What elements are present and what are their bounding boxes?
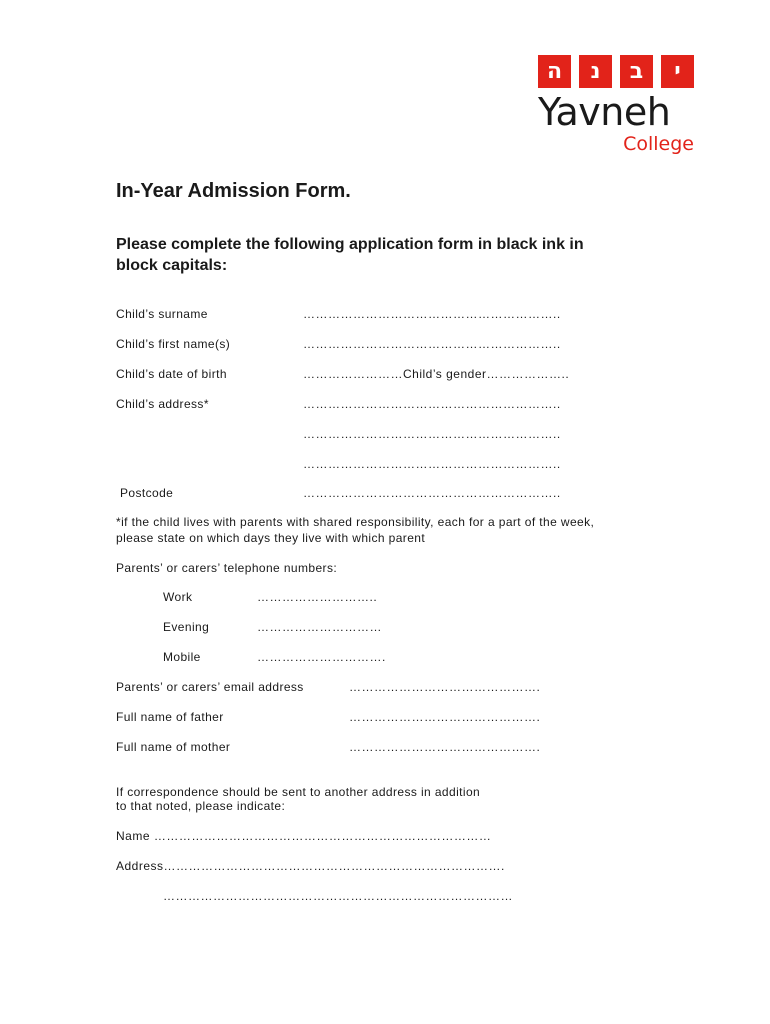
child-first-name-field[interactable]: …………………………………………………….. <box>303 337 561 351</box>
child-first-name-label: Child’s first name(s) <box>116 337 231 351</box>
correspondence-address-field-1[interactable]: Address………………………………………………………………………. <box>116 859 505 873</box>
correspondence-name-field[interactable]: Name ……………………………………………………………………… <box>116 829 492 843</box>
work-phone-label: Work <box>163 590 193 604</box>
postcode-field[interactable]: …………………………………………………….. <box>303 486 561 500</box>
phone-numbers-heading: Parents’ or carers’ telephone numbers: <box>116 561 338 575</box>
father-name-label: Full name of father <box>116 710 224 724</box>
correspondence-intro-2: to that noted, please indicate: <box>116 799 286 813</box>
correspondence-address-field-2[interactable]: ………………………………………………………………………… <box>163 889 513 903</box>
mobile-phone-field[interactable]: …………………………. <box>257 650 386 664</box>
logo-letter-box: נ <box>579 55 612 88</box>
logo-wordmark: Yavneh <box>538 90 671 134</box>
child-dob-label: Child’s date of birth <box>116 367 227 381</box>
shared-responsibility-note-2: please state on which days they live with which parent <box>116 531 426 545</box>
shared-responsibility-note-1: *if the child lives with parents with shared responsibility, each for a part of the week, <box>116 515 595 529</box>
child-surname-field[interactable]: …………………………………………………….. <box>303 307 561 321</box>
mother-name-label: Full name of mother <box>116 740 231 754</box>
form-title: In-Year Admission Form. <box>116 180 351 202</box>
hebrew-letter-boxes <box>538 55 694 88</box>
father-name-field[interactable]: ………………………………………. <box>349 710 541 724</box>
logo-letter-box: ה <box>538 55 571 88</box>
correspondence-intro-1: If correspondence should be sent to another address in addition <box>116 785 481 799</box>
evening-phone-label: Evening <box>163 620 210 634</box>
child-dob-gender-field[interactable]: ……………………Child’s gender……………….. <box>303 367 570 381</box>
logo-letter-box: י <box>661 55 694 88</box>
logo-letter-box: ב <box>620 55 653 88</box>
child-address-label: Child’s address* <box>116 397 209 411</box>
email-field[interactable]: ………………………………………. <box>349 680 541 694</box>
logo-subtitle: College <box>623 133 694 155</box>
child-address-field-1[interactable]: …………………………………………………….. <box>303 397 561 411</box>
child-surname-label: Child’s surname <box>116 307 208 321</box>
form-instructions: Please complete the following application form in black ink in block capitals: <box>116 236 584 274</box>
child-address-field-2[interactable]: …………………………………………………….. <box>303 427 561 441</box>
evening-phone-field[interactable]: ………………………… <box>257 620 382 634</box>
yavneh-college-logo <box>538 55 694 157</box>
child-address-field-3[interactable]: …………………………………………………….. <box>303 457 561 471</box>
mother-name-field[interactable]: ………………………………………. <box>349 740 541 754</box>
postcode-label: Postcode <box>120 486 174 500</box>
mobile-phone-label: Mobile <box>163 650 201 664</box>
email-label: Parents’ or carers’ email address <box>116 680 304 694</box>
work-phone-field[interactable]: ……………………….. <box>257 590 378 604</box>
